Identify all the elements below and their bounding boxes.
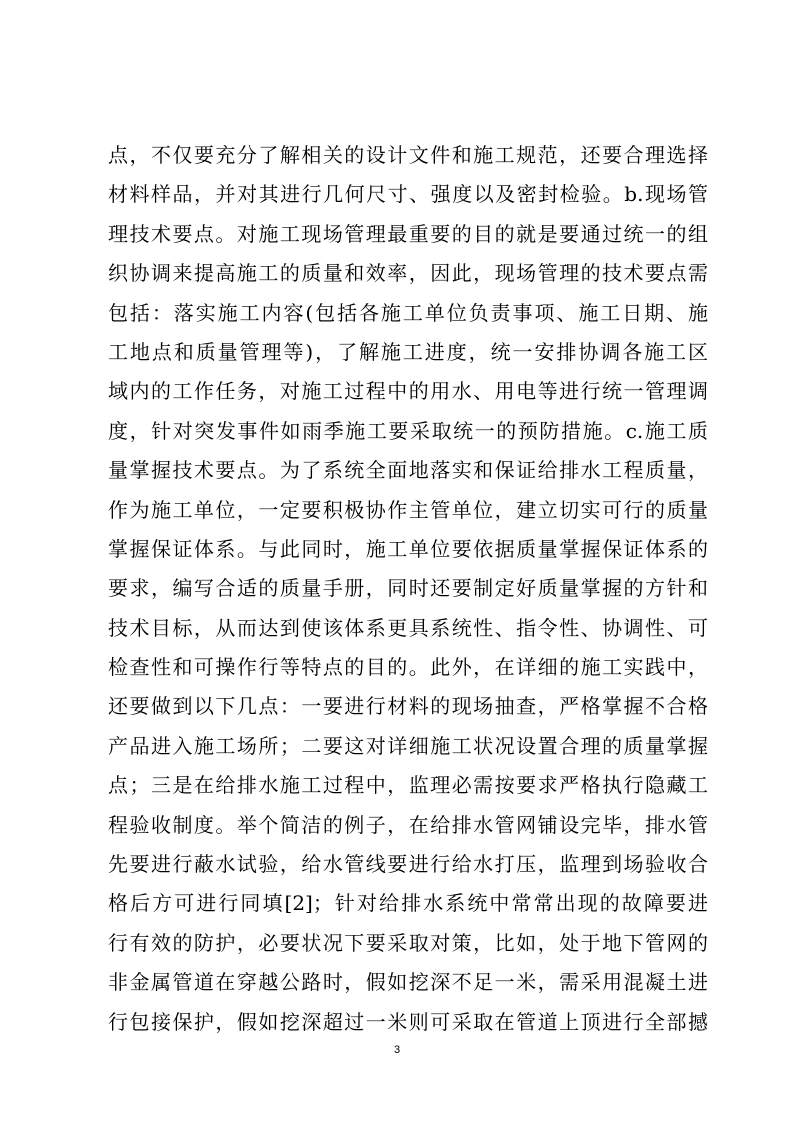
text-line: 理技术要点。对施工现场管理最重要的目的就是要通过统一的组 [108,221,708,246]
text-line: 行包接保护，假如挖深超过一米则可采取在管道上顶进行全部撼 [108,1009,708,1034]
text-line: 度，针对突发事件如雨季施工要采取统一的预防措施。c.施工质 [108,418,708,443]
body-text [108,136,708,1042]
text-line: 域内的工作任务，对施工过程中的用水、用电等进行统一管理调 [108,379,708,404]
text-line: 技术目标，从而达到使该体系更具系统性、指令性、协调性、可 [108,615,708,640]
text-line: 材料样品，并对其进行几何尺寸、强度以及密封检验。b.现场管 [108,182,708,207]
text-line: 掌握保证体系。与此同时，施工单位要依据质量掌握保证体系的 [108,536,708,561]
text-line: 量掌握技术要点。为了系统全面地落实和保证给排水工程质量， [108,458,708,483]
text-line: 行有效的防护，必要状况下要采取对策，比如，处于地下管网的 [108,930,708,955]
text-line: 要求，编写合适的质量手册，同时还要制定好质量掌握的方针和 [108,576,708,601]
text-line: 还要做到以下几点：一要进行材料的现场抽查，严格掌握不合格 [108,694,708,719]
text-line: 产品进入施工场所；二要这对详细施工状况设置合理的质量掌握 [108,733,708,758]
text-line: 程验收制度。举个简洁的例子，在给排水管网铺设完毕，排水管 [108,812,708,837]
text-line: 作为施工单位，一定要积极协作主管单位，建立切实可行的质量 [108,497,708,522]
text-line: 先要进行蔽水试验，给水管线要进行给水打压，监理到场验收合 [108,852,708,877]
text-line: 非金属管道在穿越公路时，假如挖深不足一米，需采用混凝土进 [108,970,708,995]
text-line: 包括：落实施工内容(包括各施工单位负责事项、施工日期、施 [108,300,708,325]
text-line: 点；三是在给排水施工过程中，监理必需按要求严格执行隐藏工 [108,773,708,798]
text-line: 工地点和质量管理等)，了解施工进度，统一安排协调各施工区 [108,339,708,364]
text-line: 织协调来提高施工的质量和效率，因此，现场管理的技术要点需 [108,261,708,286]
text-line: 点，不仅要充分了解相关的设计文件和施工规范，还要合理选择 [108,143,708,167]
page-number: 3 [393,1044,401,1056]
text-line: 格后方可进行同填[2]；针对给排水系统中常常出现的故障要进 [108,891,708,916]
text-line: 检查性和可操作行等特点的目的。此外，在详细的施工实践中， [108,655,708,680]
